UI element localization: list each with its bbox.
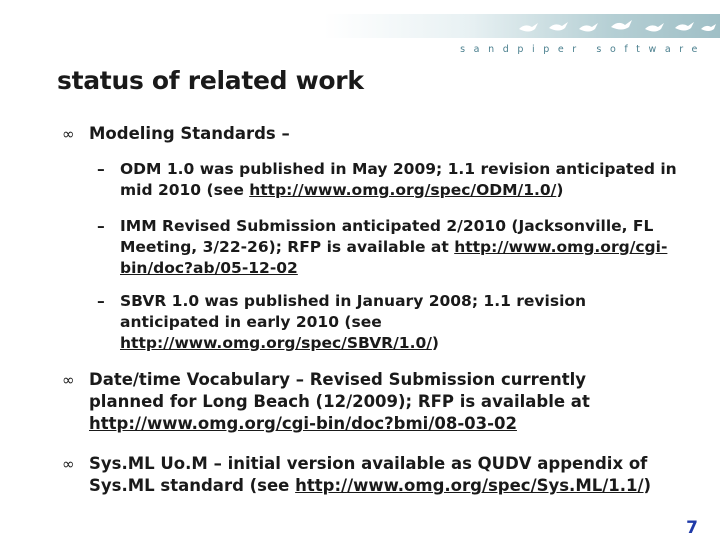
sub-bullet-imm-text: IMM Revised Submission anticipated 2/2010 (Jacksonville, FL Meeting, 3/22-26); RFP is available at: [120, 217, 654, 256]
bullet-text: [89, 453, 664, 497]
datetime-rfp-link[interactable]: http://www.omg.org/cgi-bin/doc?bmi/08-03-02: [89, 414, 517, 433]
bullet-datetime-text: Date/time Vocabulary – Revised Submission currently planned for Long Beach (12/2009); RFP is available at: [89, 370, 590, 411]
sub-bullet-sbvr-text: SBVR 1.0 was published in January 2008; 1.1 revision anticipated in early 2010 (see: [120, 292, 587, 331]
page-number: 7: [686, 518, 698, 538]
imm-rfp-link[interactable]: http://www.omg.org/cgi-bin/doc?ab/05-12-02: [120, 238, 668, 277]
bullet-sysml-close: ): [643, 476, 652, 495]
sub-bullet-odm-text: ODM 1.0 was published in May 2009; 1.1 revision anticipated in mid 2010 (see: [120, 160, 677, 199]
brand-wordmark: sandpiper software: [460, 44, 706, 55]
sub-bullet-sbvr-close: ): [431, 334, 439, 352]
sysml-spec-link[interactable]: http://www.omg.org/spec/Sys.ML/1.1/: [295, 476, 644, 495]
bullet-symbol: ∞: [62, 125, 75, 143]
dash-symbol: –: [97, 292, 105, 310]
dash-symbol: –: [97, 217, 105, 235]
odm-spec-link[interactable]: http://www.omg.org/spec/ODM/1.0/: [249, 181, 557, 199]
sub-bullet-text: [120, 159, 680, 201]
sub-bullet-text: [120, 216, 680, 279]
bullet-symbol: ∞: [62, 455, 75, 473]
dash-symbol: –: [97, 160, 105, 178]
sub-bullet-text: [120, 291, 590, 354]
slide-title: status of related work: [57, 66, 364, 95]
bullet-text: Modeling Standards –: [89, 124, 290, 143]
sub-bullet-odm-close: ): [556, 181, 564, 199]
bullet-symbol: ∞: [62, 371, 75, 389]
bullet-text: [89, 369, 609, 435]
bullet-sysml-text: Sys.ML Uo.M – initial version available as QUDV appendix of Sys.ML standard (see: [89, 454, 648, 495]
sbvr-spec-link[interactable]: http://www.omg.org/spec/SBVR/1.0/: [120, 334, 432, 352]
